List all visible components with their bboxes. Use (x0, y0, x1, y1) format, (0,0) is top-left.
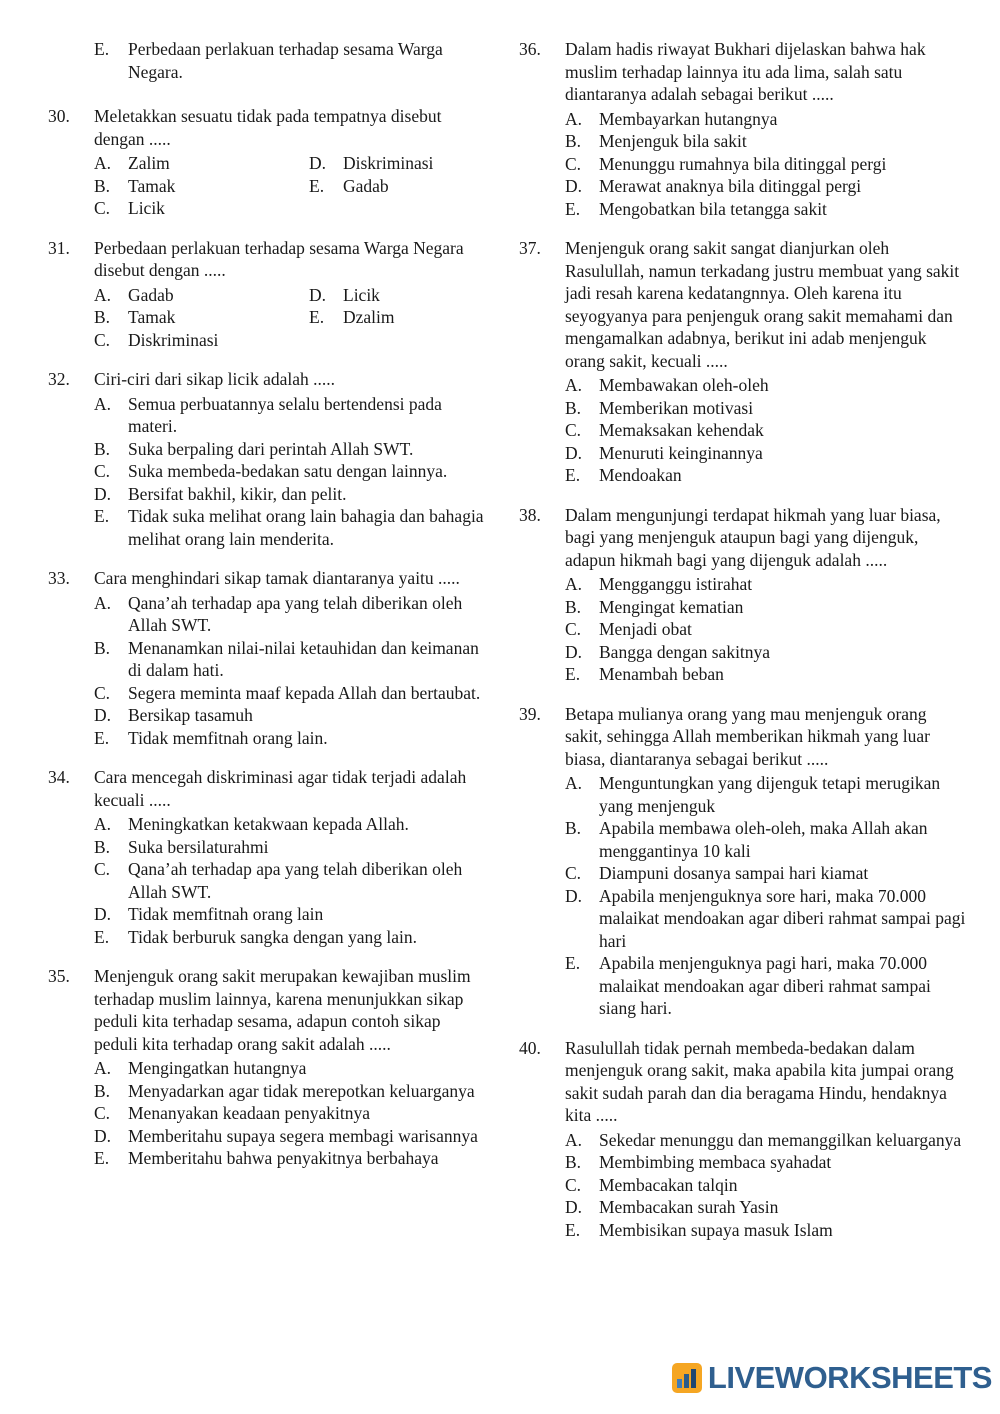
option-row[interactable] (565, 464, 966, 487)
option-text: Gadab (343, 175, 389, 196)
option-letter: E. (309, 175, 325, 196)
option-list (565, 772, 966, 1020)
question-body (94, 567, 485, 749)
liveworksheets-logo-text: LIVEWORKSHEETS (707, 1360, 992, 1395)
option-row[interactable] (565, 772, 966, 817)
option-text: Bersikap tasamuh (128, 705, 253, 725)
question-number: 36. (519, 39, 541, 59)
option-row[interactable] (94, 393, 485, 438)
option-text: Mengingat kematian (599, 596, 744, 617)
option-text: Tidak memfitnah orang lain (128, 904, 324, 924)
left-question-list (48, 105, 485, 1170)
question-text: Rasulullah tidak pernah membeda-bedakan dalam menjenguk orang sakit, maka apabila kita jumpai orang sakit sudah parah dan dia beragama Hindu, hendaknya kita ..... (565, 1037, 954, 1125)
question-text: Menjenguk orang sakit merupakan kewajiban muslim terhadap muslim lainnya, karena menunjukkan sikap peduli kita terhadap sesama, adapun contoh sikap peduli kita terhadap orang sakit adalah ..... (94, 966, 471, 1054)
option-row[interactable] (94, 483, 485, 506)
option-text: Membisikan supaya masuk Islam (599, 1219, 833, 1240)
option-row[interactable] (94, 152, 309, 175)
option-letter: A. (565, 375, 583, 395)
option-letter: E. (94, 39, 110, 59)
option-text: Mengingatkan hutangnya (128, 1058, 307, 1078)
option-row[interactable] (565, 1174, 966, 1197)
question-body (565, 237, 966, 487)
option-letter: B. (94, 438, 111, 459)
option-list (94, 592, 485, 750)
option-text: Membawakan oleh-oleh (599, 375, 769, 395)
option-text: Mendoakan (599, 465, 682, 485)
option-text: Menjadi obat (599, 619, 692, 639)
question-text: Cara menghindari sikap tamak diantaranya yaitu ..... (94, 568, 460, 588)
question-item (48, 766, 485, 948)
option-row[interactable] (94, 197, 309, 220)
option-list (565, 374, 966, 487)
option-text: Gadab (128, 284, 174, 305)
option-row[interactable] (565, 663, 966, 686)
option-text: Menambah beban (599, 664, 724, 684)
option-letter: E. (565, 198, 581, 219)
two-column-layout (30, 38, 970, 1258)
option-text: Sekedar menunggu dan memanggilkan keluarganya (599, 1129, 962, 1150)
liveworksheets-logo[interactable] (672, 1360, 992, 1396)
option-row[interactable] (94, 460, 485, 483)
option-row[interactable] (94, 1125, 485, 1148)
number-spacer (48, 38, 94, 83)
question-item (48, 237, 485, 352)
option-letter: B. (565, 397, 582, 418)
option-text: Menanamkan nilai-nilai ketauhidan dan keimanan di dalam hati. (128, 637, 479, 680)
question-text: Cara mencegah diskriminasi agar tidak terjadi adalah kecuali ..... (94, 767, 467, 810)
question-item (519, 504, 966, 686)
option-text: Licik (343, 284, 380, 305)
option-letter: D. (565, 442, 583, 463)
option-letter: A. (94, 393, 112, 414)
question-body (94, 965, 485, 1170)
question-body (94, 766, 485, 948)
option-row[interactable] (565, 596, 966, 619)
option-row[interactable] (94, 306, 309, 329)
option-letter: A. (565, 574, 583, 594)
option-letter: A. (94, 814, 112, 834)
option-row[interactable] (309, 306, 485, 329)
option-letter: A. (94, 153, 112, 173)
option-letter: D. (94, 904, 112, 924)
option-letter: E. (94, 926, 110, 947)
option-letter: B. (565, 818, 582, 838)
option-letter: E. (565, 1219, 581, 1240)
question-item (48, 368, 485, 550)
option-row[interactable] (94, 438, 485, 461)
option-text: Semua perbuatannya selalu bertendensi pada materi. (128, 393, 442, 436)
option-text: Suka membeda-bedakan satu dengan lainnya. (128, 461, 448, 481)
right-question-list (519, 38, 966, 1241)
option-letter: D. (565, 176, 583, 196)
option-list (565, 1129, 966, 1242)
question-text: Menjenguk orang sakit sangat dianjurkan oleh Rasulullah, namun terkadang justru membuat yang sakit jadi resah karena kedatangnnya. Oleh karena itu seyogyanya para penjenguk orang sakit memahami dan mengamalkan adabnya, berikut ini adab menjenguk orang sakit, kecuali ..... (565, 238, 960, 371)
option-letter: B. (94, 637, 111, 658)
option-text: Apabila menjenguknya sore hari, maka 70.000 malaikat mendoakan agar diberi rahmat sampai pagi hari (599, 885, 966, 951)
option-row[interactable] (565, 952, 966, 1020)
option-row[interactable] (94, 727, 485, 750)
option-letter: B. (565, 131, 582, 151)
option-letter: B. (94, 836, 111, 857)
question-body (565, 504, 966, 686)
option-text: Membimbing membaca syahadat (599, 1152, 832, 1172)
option-text: Suka bersilaturahmi (128, 836, 269, 857)
option-row[interactable] (94, 175, 309, 198)
question-text: Ciri-ciri dari sikap licik adalah ..... (94, 369, 336, 389)
option-row[interactable] (565, 175, 966, 198)
option-letter: D. (309, 153, 327, 173)
question-number: 38. (519, 504, 541, 525)
option-text: Membacakan talqin (599, 1174, 738, 1195)
option-list (565, 108, 966, 221)
option-row[interactable] (565, 108, 966, 131)
option-letter: C. (565, 420, 582, 440)
question-item (519, 703, 966, 1020)
option-letter: E. (94, 727, 110, 748)
option-row[interactable] (565, 419, 966, 442)
option-row[interactable] (309, 152, 485, 175)
option-letter: C. (565, 863, 582, 883)
option-row[interactable] (94, 682, 485, 705)
option-letter: D. (94, 705, 112, 725)
question-number: 30. (48, 106, 70, 126)
option-row[interactable] (565, 641, 966, 664)
question-number: 33. (48, 568, 70, 588)
option-text: Tidak memfitnah orang lain. (128, 727, 328, 748)
footer (0, 1360, 1000, 1396)
option-text: Diampuni dosanya sampai hari kiamat (599, 863, 869, 883)
option-row[interactable] (94, 505, 485, 550)
option-letter: E. (94, 1148, 110, 1168)
option-letter: C. (565, 1174, 582, 1195)
option-letter: C. (94, 859, 111, 879)
question-text: Betapa mulianya orang yang mau menjenguk orang sakit, sehingga Allah memberikan hikmah yang luar biasa, diantaranya sebagai berikut ..... (565, 703, 930, 769)
question-item (519, 237, 966, 487)
option-letter: A. (565, 1129, 583, 1150)
option-letter: D. (565, 1197, 583, 1217)
option-row[interactable] (309, 284, 485, 307)
question-body (565, 38, 966, 220)
option-letter: D. (94, 1125, 112, 1146)
option-row[interactable] (94, 1057, 485, 1080)
question-number: 39. (519, 703, 541, 724)
option-text: Suka berpaling dari perintah Allah SWT. (128, 438, 414, 459)
question-body (94, 105, 485, 220)
option-text: Membacakan surah Yasin (599, 1197, 779, 1217)
option-letter: B. (565, 596, 582, 617)
option-row[interactable] (565, 573, 966, 596)
option-text: Menguntungkan yang dijenguk tetapi merugikan yang menjenguk (599, 773, 941, 816)
option-text: Menuruti keinginannya (599, 442, 763, 463)
option-row[interactable] (309, 175, 485, 198)
option-letter: D. (94, 483, 112, 504)
option-text: Memaksakan kehendak (599, 420, 764, 440)
option-list (94, 152, 485, 220)
option-text: Tamak (128, 175, 176, 196)
option-list (565, 573, 966, 686)
option-letter: A. (94, 592, 112, 613)
option-text: Apabila membawa oleh-oleh, maka Allah akan menggantinya 10 kali (599, 818, 928, 861)
option-letter: A. (94, 284, 112, 305)
option-row[interactable] (565, 374, 966, 397)
option-letter: E. (565, 664, 581, 684)
option-row[interactable] (94, 903, 485, 926)
question-number: 31. (48, 237, 70, 258)
option-text: Diskriminasi (343, 153, 434, 173)
option-letter: C. (565, 153, 582, 174)
option-text: Memberitahu bahwa penyakitnya berbahaya (128, 1148, 439, 1168)
option-row[interactable] (94, 284, 309, 307)
option-text: Merawat anaknya bila ditinggal pergi (599, 176, 862, 196)
option-text: Menanyakan keadaan penyakitnya (128, 1103, 370, 1123)
option-letter: E. (565, 953, 581, 973)
option-list (94, 284, 485, 352)
option-row[interactable] (94, 836, 485, 859)
option-letter: D. (309, 284, 327, 305)
option-row[interactable] (565, 1151, 966, 1174)
question-text: Dalam hadis riwayat Bukhari dijelaskan bahwa hak muslim terhadap lainnya itu ada lima, salah satu diantaranya adalah sebagai berikut ..... (565, 39, 926, 104)
option-text: Qana’ah terhadap apa yang telah diberikan oleh Allah SWT. (128, 859, 463, 902)
option-row[interactable] (94, 1102, 485, 1125)
option-row[interactable] (565, 817, 966, 862)
option-row[interactable] (94, 1147, 485, 1170)
option-row[interactable] (94, 813, 485, 836)
option-row[interactable] (565, 1129, 966, 1152)
option-letter: C. (94, 329, 111, 350)
option-list (94, 393, 485, 551)
question-body (94, 368, 485, 550)
question-text: Meletakkan sesuatu tidak pada tempatnya disebut dengan ..... (94, 106, 442, 149)
option-text: Bangga dengan sakitnya (599, 641, 771, 662)
option-row[interactable] (94, 637, 485, 682)
option-letter: A. (565, 773, 583, 793)
option-row[interactable] (94, 858, 485, 903)
option-letter: A. (565, 108, 583, 129)
option-letter: B. (94, 307, 111, 327)
option-row[interactable] (94, 704, 485, 727)
option-text: Dzalim (343, 307, 395, 327)
option-row[interactable] (565, 397, 966, 420)
question-body (94, 237, 485, 352)
question-item (48, 965, 485, 1170)
option-letter: D. (565, 885, 583, 906)
option-text: Meningkatkan ketakwaan kepada Allah. (128, 814, 409, 834)
option-text: Apabila menjenguknya pagi hari, maka 70.000 malaikat mendoakan agar diberi rahmat sampai siang hari. (599, 953, 931, 1018)
question-number: 37. (519, 238, 541, 258)
option-text: Tamak (128, 307, 176, 327)
option-text: Segera meminta maaf kepada Allah dan bertaubat. (128, 682, 481, 703)
option-list (94, 813, 485, 948)
option-text: Diskriminasi (128, 329, 219, 350)
option-letter: C. (565, 619, 582, 639)
option-text: Menjenguk bila sakit (599, 131, 747, 151)
option-letter: E. (309, 307, 325, 327)
left-column (30, 38, 485, 1187)
option-row[interactable] (565, 885, 966, 953)
option-text: Membayarkan hutangnya (599, 108, 778, 129)
option-letter: B. (94, 1080, 111, 1101)
option-row[interactable] (94, 926, 485, 949)
option-text: Tidak suka melihat orang lain bahagia dan bahagia melihat orang lain menderita. (128, 506, 484, 549)
option-text: Tidak berburuk sangka dengan yang lain. (128, 926, 418, 947)
option-text: Mengganggu istirahat (599, 574, 753, 594)
option-text: Memberitahu supaya segera membagi warisannya (128, 1125, 478, 1146)
question-number: 34. (48, 767, 70, 787)
option-letter: A. (94, 1058, 112, 1078)
option-text: Qana’ah terhadap apa yang telah diberikan oleh Allah SWT. (128, 592, 463, 635)
question-item (48, 567, 485, 749)
option-letter: C. (94, 461, 111, 481)
option-row[interactable] (565, 862, 966, 885)
option-text: Bersifat bakhil, kikir, dan pelit. (128, 483, 347, 504)
option-row[interactable] (565, 1196, 966, 1219)
option-list (94, 1057, 485, 1170)
option-row[interactable] (565, 618, 966, 641)
liveworksheets-mark-icon (672, 1363, 702, 1393)
question-item (519, 38, 966, 220)
option-text: Perbedaan perlakuan terhadap sesama Warga Negara. (128, 39, 443, 82)
question-text: Dalam mengunjungi terdapat hikmah yang luar biasa, bagi yang menjenguk ataupun bagi yang dijenguk, adapun hikmah bagi yang dijenguk adalah ..... (565, 504, 941, 570)
option-text: Menyadarkan agar tidak merepotkan keluarganya (128, 1080, 475, 1101)
option-row (94, 38, 485, 83)
option-letter: C. (94, 682, 111, 703)
option-letter: C. (94, 1103, 111, 1123)
option-text: Licik (128, 198, 165, 218)
option-row[interactable] (565, 1219, 966, 1242)
question-number: 40. (519, 1037, 541, 1058)
option-letter: B. (94, 175, 111, 196)
option-row[interactable] (94, 329, 309, 352)
option-row[interactable] (94, 1080, 485, 1103)
option-text: Zalim (128, 153, 170, 173)
option-letter: B. (565, 1152, 582, 1172)
continued-option (48, 38, 485, 83)
question-number: 32. (48, 369, 70, 389)
question-item (48, 105, 485, 220)
question-body (565, 703, 966, 1020)
option-row[interactable] (565, 442, 966, 465)
question-number: 35. (48, 966, 70, 986)
option-letter: C. (94, 198, 111, 218)
option-letter: D. (565, 641, 583, 662)
question-text: Perbedaan perlakuan terhadap sesama Warga Negara disebut dengan ..... (94, 237, 464, 280)
option-text: Memberikan motivasi (599, 397, 754, 418)
option-row[interactable] (565, 198, 966, 221)
right-column (511, 38, 966, 1258)
option-text: Mengobatkan bila tetangga sakit (599, 198, 827, 219)
option-text: Menunggu rumahnya bila ditinggal pergi (599, 153, 887, 174)
question-item (519, 1037, 966, 1242)
option-row[interactable] (565, 130, 966, 153)
option-letter: E. (94, 506, 110, 526)
option-row[interactable] (565, 153, 966, 176)
question-body (565, 1037, 966, 1242)
option-row[interactable] (94, 592, 485, 637)
option-letter: E. (565, 465, 581, 485)
